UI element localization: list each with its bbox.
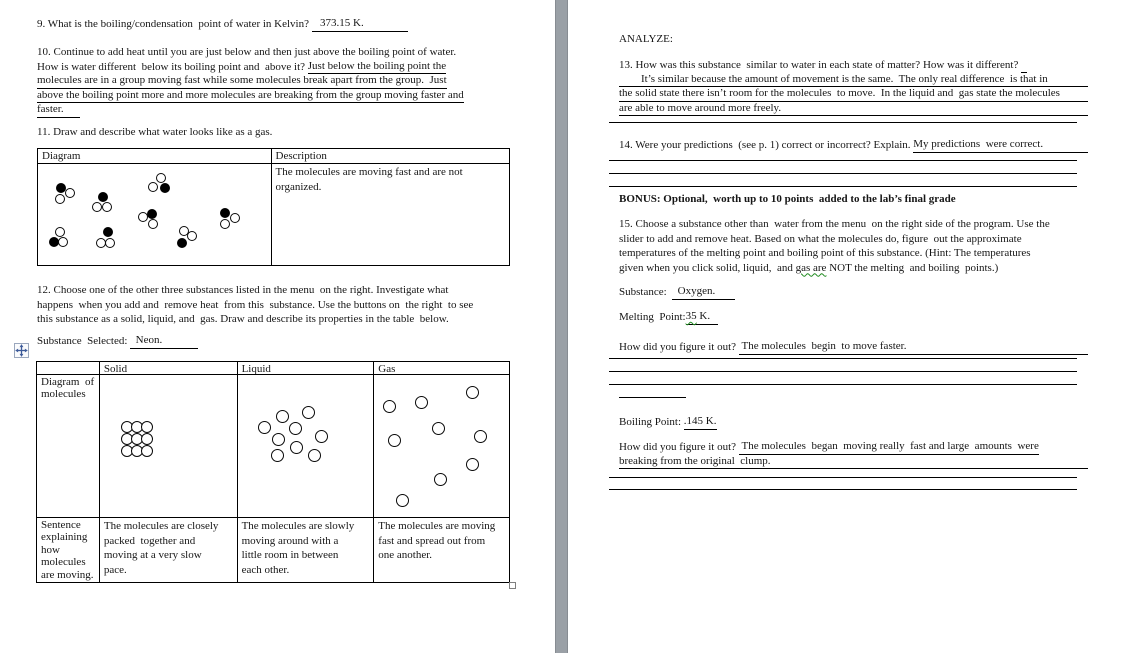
blank-answer-line — [609, 489, 1077, 490]
header-cell-solid — [100, 362, 238, 375]
molecule-circle — [383, 400, 396, 413]
text-segment: The molecules began moving really fast and large amounts were — [739, 439, 1039, 455]
text-segment: My predictions were correct. — [913, 137, 1043, 153]
diagram-row-label-cell — [37, 375, 100, 518]
text-segment: 12. Choose one of the other three substances listed in the menu on the right. Investigate what — [37, 284, 449, 296]
text-line — [104, 534, 235, 549]
text-segment: are moving. — [41, 568, 94, 581]
text-segment: 14. Were your predictions (see p. 1) correct or incorrect? Explain. — [619, 139, 914, 151]
text-segment — [162, 333, 198, 349]
text-segment: Melting Point: — [619, 311, 686, 323]
question-15 — [619, 217, 1088, 275]
text-segment: Boiling Point: — [619, 416, 684, 428]
molecule-circle — [396, 494, 409, 507]
text-line — [37, 60, 510, 75]
underline-fill — [906, 339, 1088, 355]
text-segment: molecules — [41, 388, 86, 401]
melting-point-line — [619, 310, 1088, 325]
blank-answer-line — [609, 384, 1077, 385]
underline-fill — [771, 454, 1088, 470]
text-segment: Just below the boiling point the — [308, 59, 446, 75]
text-line — [619, 415, 1088, 430]
text-line — [37, 334, 510, 349]
text-segment: The molecules are moving — [378, 520, 496, 532]
molecule-circle-filled — [98, 192, 108, 202]
solid-sentence-cell — [100, 518, 238, 583]
text-line — [41, 531, 97, 543]
text-segment: How is water different below its boiling point and above it? — [37, 60, 308, 73]
text-line — [378, 548, 507, 563]
sentence-row-label-cell — [37, 518, 100, 583]
text-segment: explaining — [41, 531, 88, 544]
text-segment: 10. Continue to add heat until you are just below and then just above the boiling point of water. — [37, 46, 457, 58]
molecule-circle — [230, 213, 240, 223]
text-segment: fast and spread out from — [378, 534, 486, 547]
how-figure-melting-line — [619, 340, 1088, 355]
text-segment: Diagram of — [41, 376, 95, 388]
text-segment — [710, 309, 718, 325]
molecule-circle — [432, 422, 445, 435]
text-line — [619, 455, 1088, 470]
substance-selected-line — [37, 334, 510, 349]
text-segment: How did you figure it out? — [619, 341, 739, 353]
text-line — [37, 45, 510, 60]
text-segment: one another. — [378, 549, 433, 561]
molecule-circle — [156, 173, 166, 183]
text-line — [619, 261, 1088, 276]
table-move-handle[interactable] — [14, 343, 29, 358]
text-line — [37, 17, 510, 32]
molecule-circle — [474, 430, 487, 443]
underline-fill — [1060, 86, 1088, 102]
text-segment: slider to add and remove heat. Based on what the molecules do, figure out the approximate — [619, 232, 1022, 245]
text-segment: 13. How was this substance similar to water in each state of matter? How was it different? — [619, 59, 1022, 71]
molecule-circle — [141, 445, 153, 457]
molecule-circle-filled — [220, 208, 230, 218]
text-segment: molecules — [41, 556, 86, 569]
underline-fill — [1043, 137, 1088, 153]
molecule-circle — [55, 194, 65, 204]
how-figure-boiling-line — [619, 440, 1088, 469]
header-label-liquid: Liquid — [241, 363, 271, 375]
text-segment: K. — [697, 309, 710, 325]
text-segment: packed together and — [103, 534, 196, 547]
text-line — [619, 285, 1088, 300]
text-segment: 15. Choose a substance other than water from the menu on the right side of the program. Use the — [619, 218, 1050, 230]
blank-answer-line — [609, 122, 1077, 123]
molecule-circle — [102, 202, 112, 212]
boiling-point-line — [619, 415, 1088, 430]
molecule-circle-filled — [160, 183, 170, 193]
text-line — [37, 103, 510, 118]
page-divider — [555, 0, 568, 653]
molecule-circle — [138, 212, 148, 222]
text-line — [619, 340, 1088, 355]
header-label-gas: Gas — [378, 363, 396, 375]
question-11 — [37, 125, 510, 140]
text-line — [619, 138, 1088, 153]
table-resize-handle[interactable] — [509, 582, 516, 589]
water-gas-description-cell — [272, 164, 511, 266]
text-line — [242, 519, 372, 534]
water-gas-table — [37, 148, 510, 266]
text-line — [619, 217, 1088, 232]
blank-answer-line — [609, 173, 1077, 174]
substance-states-table — [36, 361, 510, 583]
analyze-heading — [619, 32, 1088, 47]
text-segment: 373.15 K. — [312, 16, 364, 32]
molecule-circle — [220, 219, 230, 229]
underline-fill — [1048, 72, 1088, 88]
question-9 — [37, 17, 510, 32]
text-segment: .145 K. — [684, 414, 717, 430]
text-line — [41, 556, 97, 568]
text-line — [41, 388, 97, 400]
header-cell-description — [272, 149, 511, 164]
text-segment: each other. — [241, 563, 290, 576]
text-segment: ANALYZE: — [619, 33, 673, 45]
text-segment — [715, 284, 734, 300]
text-segment: Sentence — [41, 519, 81, 531]
text-line — [619, 440, 1088, 455]
four-way-arrow-icon — [15, 344, 28, 357]
substance-table-diagram-row — [37, 375, 510, 518]
text-line — [619, 102, 1088, 117]
text-segment: pace. — [103, 563, 127, 576]
molecule-circle — [466, 458, 479, 471]
text-segment: 9. What is the boiling/condensation point of water in Kelvin? — [37, 18, 312, 30]
molecule-circle — [55, 227, 65, 237]
text-segment: The molecules are slowly — [241, 520, 355, 532]
text-segment — [1021, 57, 1027, 73]
text-segment: The molecules are closely — [103, 520, 219, 532]
header-label-diagram: Diagram — [42, 150, 81, 162]
molecule-circle — [434, 473, 447, 486]
water-gas-table-body-row — [38, 164, 510, 266]
text-line — [37, 74, 510, 89]
text-line — [41, 569, 97, 581]
header-cell-liquid — [238, 362, 375, 375]
molecule-circle-filled — [147, 209, 157, 219]
text-segment: breaking from the original clump. — [619, 454, 771, 470]
liquid-diagram-cell — [238, 375, 375, 518]
text-segment: above the boiling point more and more molecules are breaking from the group moving faster and — [37, 88, 464, 104]
molecule-circle — [141, 433, 153, 445]
molecule-circle — [290, 441, 303, 454]
text-segment: Substance: — [619, 286, 673, 298]
header-cell-diagram — [38, 149, 272, 164]
text-segment: little room in between — [241, 549, 339, 561]
text-line — [619, 232, 1088, 247]
header-label-description: Description — [275, 150, 327, 162]
text-line — [41, 376, 97, 388]
molecule-circle — [187, 231, 197, 241]
text-segment: 11. Draw and describe what water looks like as a gas. — [37, 126, 273, 138]
molecule-circle — [415, 396, 428, 409]
text-segment: It’s similar because the amount of movement is the same. The only real difference is that in — [619, 72, 1048, 88]
text-line — [619, 87, 1088, 102]
underline-fill — [781, 101, 1088, 117]
text-line — [619, 246, 1088, 261]
molecule-circle — [289, 422, 302, 435]
text-segment — [64, 102, 81, 118]
page-right — [568, 0, 1123, 653]
text-line — [378, 519, 507, 534]
text-line — [242, 563, 372, 578]
text-segment: the solid state there isn’t room for the molecules to move. In the liquid and gas state the molecules — [619, 86, 1060, 102]
text-line — [242, 534, 372, 549]
molecule-circle — [58, 237, 68, 247]
substance-line — [619, 285, 1088, 300]
blank-answer-line-short — [619, 397, 686, 398]
text-line — [619, 310, 1088, 325]
blank-answer-line — [609, 371, 1077, 372]
text-line — [378, 534, 507, 549]
text-segment: gas are — [795, 261, 827, 274]
molecule-circle — [388, 434, 401, 447]
text-line — [37, 312, 510, 327]
text-line — [242, 548, 372, 563]
text-segment: organized. — [275, 180, 322, 193]
liquid-sentence-cell — [238, 518, 375, 583]
text-segment: this substance as a solid, liquid, and gas. Draw and describe its properties in the table below. — [37, 313, 449, 325]
page-left — [0, 0, 555, 653]
molecule-circle — [466, 386, 479, 399]
text-segment — [364, 16, 408, 32]
text-segment: moving around with a — [241, 534, 339, 547]
question-13 — [619, 58, 1088, 116]
water-gas-diagram-cell — [38, 164, 272, 266]
molecule-circle — [308, 449, 321, 462]
question-10 — [37, 45, 510, 118]
text-segment: NOT the melting and boiling points.) — [826, 261, 999, 274]
text-segment: 35 — [686, 309, 697, 325]
gas-sentence-cell — [374, 518, 510, 583]
blank-answer-line — [609, 186, 1077, 187]
molecule-circle — [148, 219, 158, 229]
text-line — [619, 73, 1088, 88]
molecule-circle — [92, 202, 102, 212]
molecule-circle — [65, 188, 75, 198]
molecule-circle — [315, 430, 328, 443]
text-line — [276, 165, 508, 180]
molecule-circle — [272, 433, 285, 446]
text-segment: happens when you add and remove heat from this substance. Use the buttons on the right to see — [37, 298, 474, 311]
header-cell-gas — [374, 362, 510, 375]
text-line — [41, 519, 97, 531]
water-gas-table-header-row — [38, 149, 510, 164]
text-segment: molecules are in a group moving fast while some molecules break apart from the group. Just — [37, 73, 447, 89]
gas-diagram-cell — [374, 375, 510, 518]
solid-diagram-cell — [100, 375, 238, 518]
text-segment: The molecules are moving fast and are not — [275, 166, 463, 178]
question-14 — [619, 138, 1088, 153]
molecule-circle — [258, 421, 271, 434]
text-segment: how — [41, 543, 60, 556]
molecule-circle — [148, 182, 158, 192]
text-line — [619, 192, 1088, 207]
bonus-heading — [619, 192, 1088, 207]
molecule-circle — [105, 238, 115, 248]
molecule-circle — [302, 406, 315, 419]
text-line — [104, 563, 235, 578]
text-segment: The molecules begin to move faster. — [739, 339, 907, 355]
text-segment: BONUS: Optional, worth up to 10 points added to the lab’s final grade — [619, 193, 956, 205]
text-line — [619, 32, 1088, 47]
molecule-circle — [141, 421, 153, 433]
substance-table-header-row — [37, 362, 510, 375]
text-line — [104, 519, 235, 534]
molecule-circle — [271, 449, 284, 462]
text-segment: moving at a very slow — [103, 549, 202, 561]
text-line — [37, 89, 510, 104]
blank-answer-line — [609, 160, 1077, 161]
molecule-circle-filled — [177, 238, 187, 248]
text-segment: Substance Selected: — [37, 335, 131, 347]
substance-table-sentence-row — [37, 518, 510, 583]
text-segment: faster. — [37, 102, 64, 118]
text-segment: Neon. — [130, 333, 162, 349]
text-segment: How did you figure it out? — [619, 441, 739, 453]
header-label-solid: Solid — [103, 363, 128, 375]
text-line — [104, 548, 235, 563]
text-line — [37, 283, 510, 298]
molecule-circle-filled — [103, 227, 113, 237]
text-segment: are able to move around more freely. — [619, 101, 781, 117]
text-line — [41, 544, 97, 556]
text-segment: Oxygen. — [672, 284, 715, 300]
header-cell-blank — [37, 362, 100, 375]
text-line — [276, 180, 508, 195]
text-segment: given when you click solid, liquid, and — [619, 261, 796, 274]
molecule-circle — [276, 410, 289, 423]
question-12 — [37, 283, 510, 327]
text-segment: temperatures of the melting point and boiling point of this substance. (Hint: The temperatures — [619, 247, 1031, 259]
blank-answer-line — [609, 477, 1077, 478]
text-line — [619, 58, 1088, 73]
text-line — [37, 125, 510, 140]
blank-answer-line — [609, 358, 1077, 359]
text-line — [37, 298, 510, 313]
